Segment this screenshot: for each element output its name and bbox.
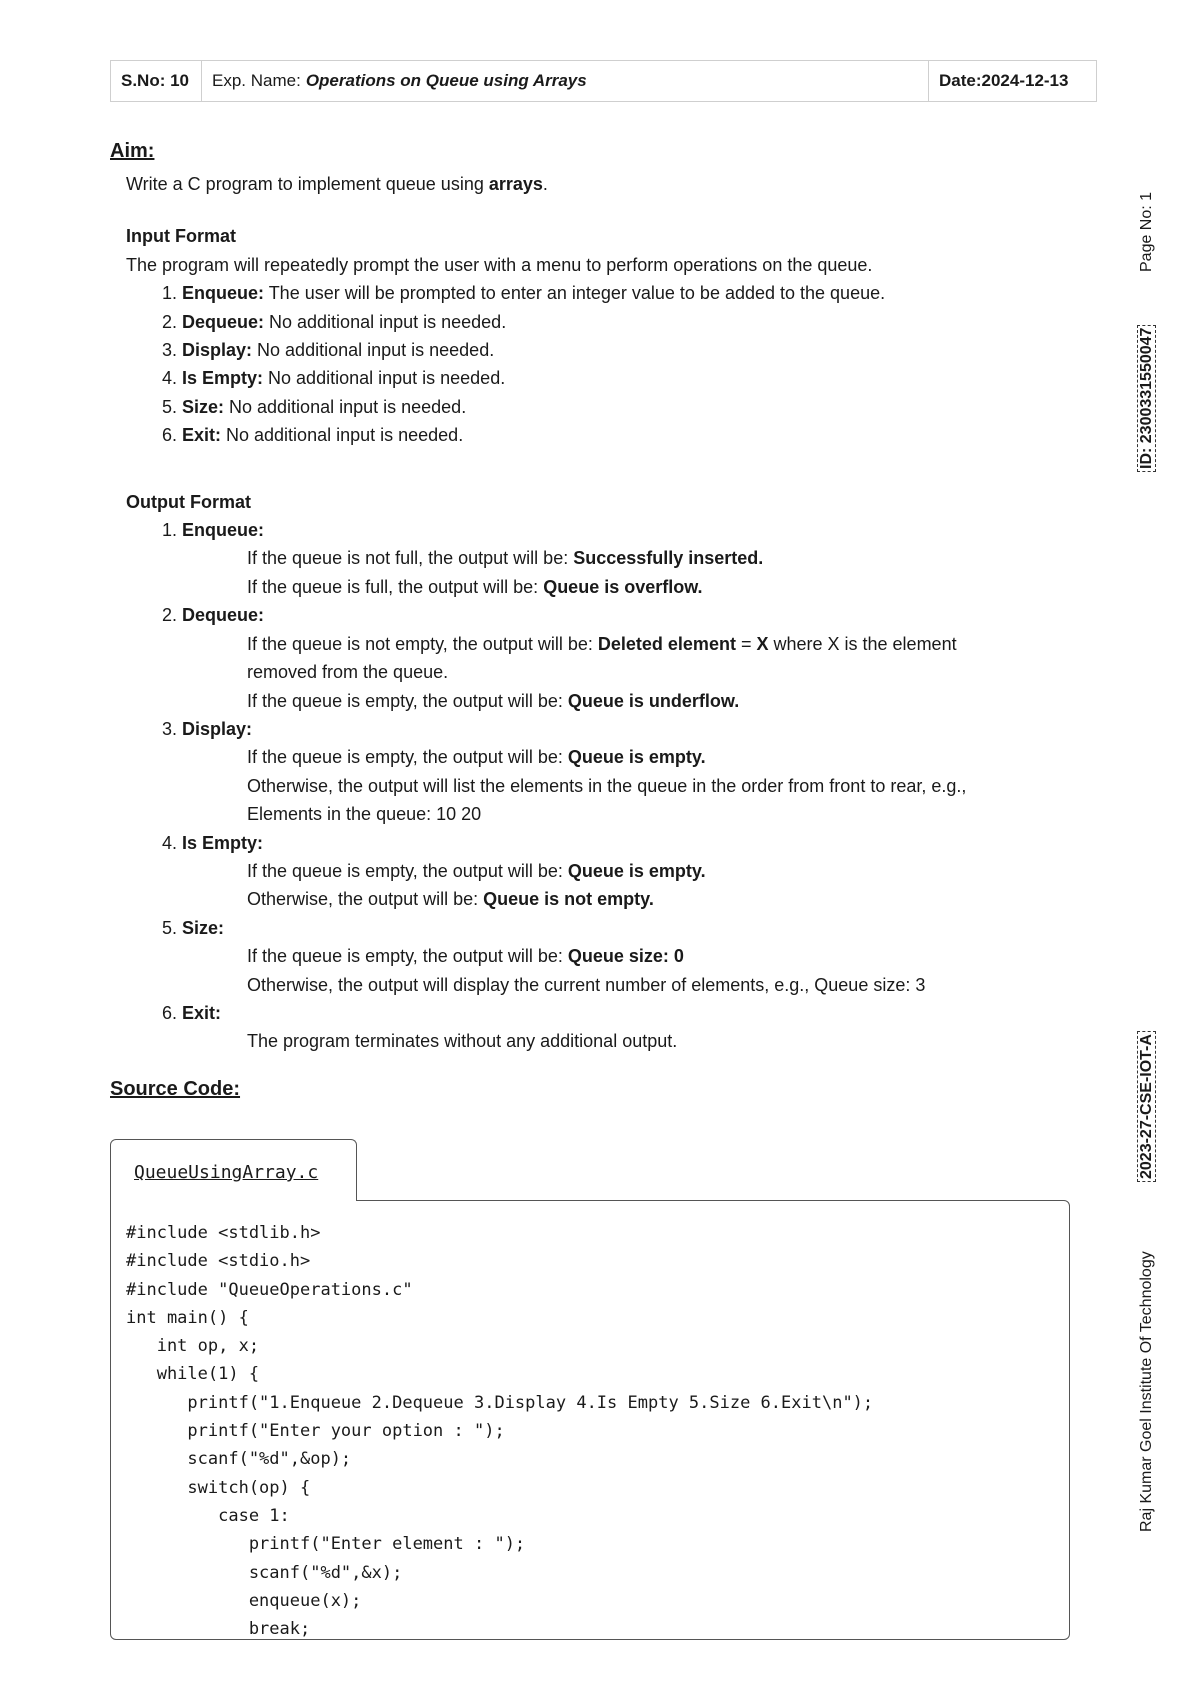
aim-text: Write a C program to implement queue using arrays.	[126, 174, 548, 194]
output-detail-line: If the queue is empty, the output will be: Queue is underflow.	[247, 690, 740, 711]
experiment-name-label: Exp. Name:	[212, 71, 301, 90]
experiment-date: Date:2024-12-13	[939, 71, 1069, 90]
input-format-heading: Input Format	[126, 226, 236, 247]
experiment-name: Operations on Queue using Arrays	[305, 71, 587, 90]
input-format-intro: The program will repeatedly prompt the user with a menu to perform operations on the queue.	[126, 254, 873, 275]
output-detail-line: The program terminates without any additional output.	[247, 1031, 678, 1052]
list-item: 6. Exit: No additional input is needed.	[182, 421, 1040, 449]
file-tab-label[interactable]: QueueUsingArray.c	[134, 1162, 319, 1183]
list-item: 5. Size: No additional input is needed.	[182, 393, 1040, 421]
file-tab[interactable]	[110, 1139, 357, 1201]
list-item: 4. Is Empty: If the queue is empty, the output will be: Queue is empty. Otherwise, the output will be: Queue is not empty.	[182, 829, 1040, 914]
batch-badge	[1138, 1031, 1156, 1182]
aim-heading: Aim:	[110, 140, 155, 162]
experiment-header-table	[110, 60, 1097, 102]
output-detail-line: removed from the queue.	[247, 662, 449, 683]
source-code: #include <stdlib.h> #include <stdio.h> #include "QueueOperations.c" int main() { int op, x; while(1) { printf("1.Enqueue 2.Dequeue 3.Display 4.Is Empty 5.Size 6.Exit\n"); printf("Enter your option : "); scanf("%d",&op); switch(op) { case 1: printf("Enter element : "); scanf("%d",&x); enqueue(x); break;	[126, 1223, 874, 1640]
page-number: Page No: 1	[1138, 191, 1155, 272]
student-id-badge	[1138, 325, 1156, 472]
output-detail-line: If the queue is empty, the output will be: Queue is empty.	[247, 860, 706, 881]
institute-name: Raj Kumar Goel Institute Of Technology	[1138, 1251, 1155, 1532]
output-detail-line: If the queue is empty, the output will be: Queue size: 0	[247, 946, 684, 967]
input-format-list	[110, 279, 1040, 449]
list-item: 6. Exit: The program terminates without any additional output.	[182, 999, 1040, 1056]
output-format-heading: Output Format	[126, 491, 251, 512]
experiment-name-cell	[202, 61, 929, 101]
batch-code: 2023-27-CSE-IOT-A	[1137, 1031, 1156, 1182]
output-detail-line: If the queue is full, the output will be: Queue is overflow.	[247, 576, 703, 597]
output-detail-line: Otherwise, the output will display the current number of elements, e.g., Queue size: 3	[247, 974, 926, 995]
output-detail-line: Otherwise, the output will list the elements in the queue in the order from front to rear, e.g.,	[247, 775, 967, 796]
source-code-heading: Source Code:	[110, 1077, 241, 1100]
document-body	[110, 136, 1040, 1104]
output-detail-line: Otherwise, the output will be: Queue is not empty.	[247, 889, 654, 910]
output-detail-line: If the queue is not full, the output will be: Successfully inserted.	[247, 548, 764, 569]
serial-number: S.No: 10	[111, 61, 202, 101]
output-detail-line: If the queue is empty, the output will be: Queue is empty.	[247, 747, 706, 768]
list-item: 1. Enqueue: If the queue is not full, the output will be: Successfully inserted. If the queue is full, the output will be: Queue is overflow.	[182, 516, 1040, 601]
output-detail-line: If the queue is not empty, the output will be: Deleted element = X where X is the element	[247, 633, 957, 654]
output-format-list	[110, 516, 1040, 1056]
list-item: 5. Size: If the queue is empty, the output will be: Queue size: 0 Otherwise, the output will display the current number of elements, e.g., Queue size: 3	[182, 914, 1040, 999]
list-item: 3. Display: No additional input is needed.	[182, 336, 1040, 364]
list-item: 1. Enqueue: The user will be prompted to enter an integer value to be added to the queue.	[182, 279, 1040, 307]
list-item: 3. Display: If the queue is empty, the output will be: Queue is empty. Otherwise, the output will list the elements in the queue in the order from front to rear, e.g., Elements in the queue: 10 20	[182, 715, 1040, 829]
list-item: 2. Dequeue: No additional input is needed.	[182, 308, 1040, 336]
list-item: 2. Dequeue: If the queue is not empty, the output will be: Deleted element = X where X is the element removed from the queue. If the queue is empty, the output will be: Queue is underflow.	[182, 601, 1040, 715]
output-detail-line: Elements in the queue: 10 20	[247, 804, 482, 825]
code-block	[110, 1200, 1070, 1640]
student-id: ID: 2300331550047	[1137, 325, 1156, 472]
list-item: 4. Is Empty: No additional input is needed.	[182, 364, 1040, 392]
